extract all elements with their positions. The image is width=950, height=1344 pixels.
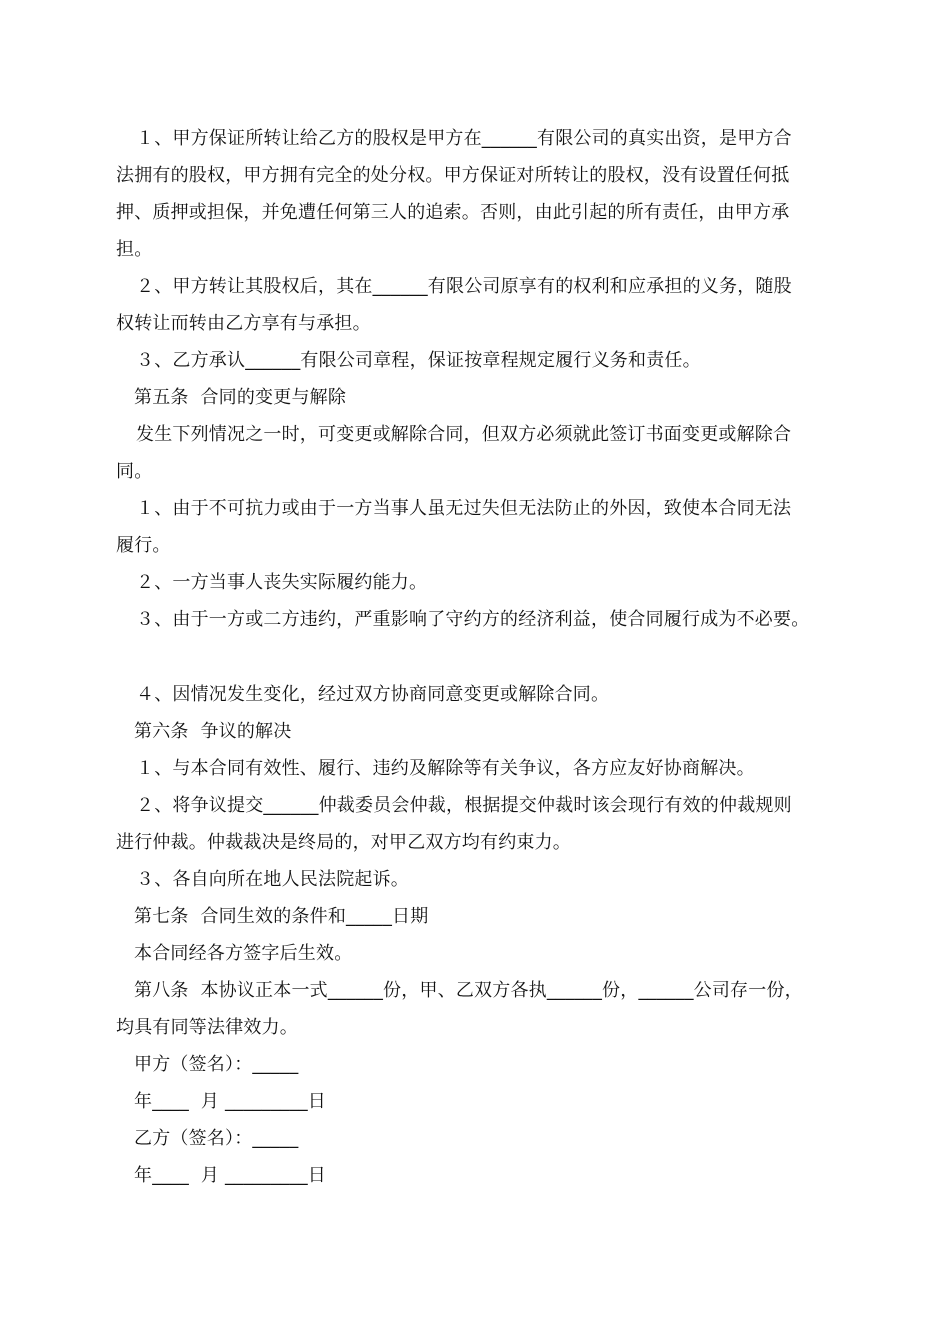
paragraph-line: ４、因情况发生变化，经过双方协商同意变更或解除合同。 (136, 684, 610, 705)
paragraph-line: 履行。 (116, 535, 171, 556)
section-heading: 第六条 争议的解决 (134, 721, 292, 742)
signature-party-a: 甲方（签名）：_____ (134, 1054, 299, 1075)
paragraph-line: 发生下列情况之一时，可变更或解除合同，但双方必须就此签订书面变更或解除合 (136, 424, 792, 445)
signature-party-b: 乙方（签名）：_____ (134, 1128, 299, 1149)
paragraph-line: 押、质押或担保，并免遭任何第三人的追索。否则，由此引起的所有责任，由甲方承 (116, 202, 790, 223)
paragraph-line: ３、乙方承认______有限公司章程，保证按章程规定履行义务和责任。 (136, 350, 701, 371)
paragraph-line: ２、甲方转让其股权后，其在______有限公司原享有的权利和应承担的义务，随股 (136, 276, 792, 297)
paragraph-line: ２、将争议提交______仲裁委员会仲裁，根据提交仲裁时该会现行有效的仲裁规则 (136, 795, 792, 816)
paragraph-line: ２、一方当事人丧失实际履约能力。 (136, 572, 428, 593)
paragraph-line: １、与本合同有效性、履行、违约及解除等有关争议，各方应友好协商解决。 (136, 758, 755, 779)
paragraph-line: 进行仲裁。仲裁裁决是终局的，对甲乙双方均有约束力。 (116, 832, 571, 853)
signature-date-b: 年____ 月 _________日 (134, 1165, 326, 1186)
section-heading: 第七条 合同生效的条件和_____日期 (134, 906, 429, 927)
paragraph-line: 担。 (116, 239, 153, 260)
paragraph-line: 权转让而转由乙方享有与承担。 (116, 313, 371, 334)
paragraph-line: 均具有同等法律效力。 (116, 1017, 298, 1038)
paragraph-line: ３、由于一方或二方违约，严重影响了守约方的经济利益，使合同履行成为不必要。 (136, 609, 810, 630)
paragraph-line: ３、各自向所在地人民法院起诉。 (136, 869, 409, 890)
section-heading: 第八条 本协议正本一式______份，甲、乙双方各执______份，______公司存一份， (134, 980, 803, 1001)
paragraph-line: 法拥有的股权，甲方拥有完全的处分权。甲方保证对所转让的股权，没有设置任何抵 (116, 165, 790, 186)
paragraph-line: １、甲方保证所转让给乙方的股权是甲方在______有限公司的真实出资，是甲方合 (136, 128, 792, 149)
paragraph-line: １、由于不可抗力或由于一方当事人虽无过失但无法防止的外因，致使本合同无法 (136, 498, 792, 519)
signature-date-a: 年____ 月 _________日 (134, 1091, 326, 1112)
paragraph-line: 同。 (116, 461, 153, 482)
paragraph-line: 本合同经各方签字后生效。 (134, 943, 353, 964)
section-heading: 第五条 合同的变更与解除 (134, 387, 347, 408)
